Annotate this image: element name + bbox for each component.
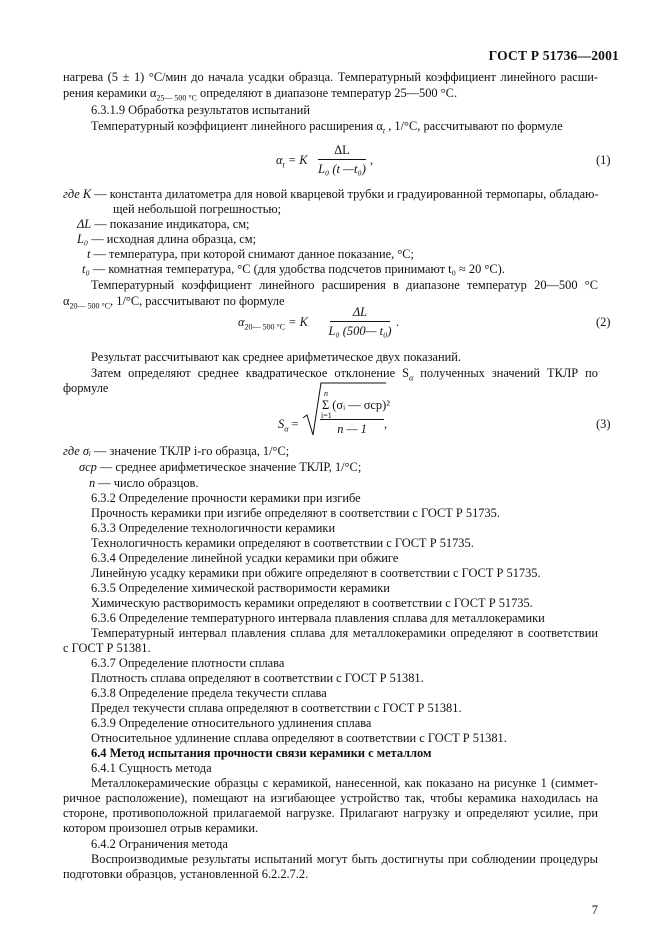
page-number: 7 bbox=[591, 903, 598, 917]
section-6-4-2: 6.4.2 Ограничения метода bbox=[91, 837, 228, 851]
result-line: Результат рассчитывают как среднее арифметическое двух показаний. bbox=[91, 350, 462, 364]
section-6-3-1-9: 6.3.1.9 Обработка результатов испытаний bbox=[91, 103, 310, 117]
tklr-intro: Температурный коэффициент линейного расширения $\alpha_t$ , 1/°С, рассчитывают по формуле bbox=[91, 119, 563, 136]
section-6-4-title: 6.4 Метод испытания прочности связи керамики с металлом bbox=[91, 746, 432, 760]
section-6-4-1: 6.4.1 Сущность метода bbox=[91, 761, 212, 775]
range-line-1: Температурный коэффициент линейного расширения в диапазоне температур 20—500 °С bbox=[91, 278, 598, 292]
sdev-line-1: Затем определяют среднее квадратическое отклонение $S_\alpha$ полученных значений ТКЛР по bbox=[91, 366, 598, 383]
document-page: ГОСТ Р 51736—2001 нагрева (5 ± 1) °С/мин до начала усадки образца. Температурный коэффициент линейного расши- рения керамики $\alpha_{25— 500 ^\circ С}$ определяют в диапазоне температур 25—500 °С. 6.3.1.9 Обработка результатов испытаний Температурный коэффициент линейного расширения $\alpha_t$ , 1/°С, рассчитывают по формуле $\alpha_t = K$ ΔL L₀ (t —t₀) , (1) где K — константа дилатометра для новой кварцевой трубки и градуированной термопары, обладаю- щей небольшой погрешностью; ΔL — показание индикатора, см; L₀ — исходная длина образца, см; t — температура, при которой снимают данное показание, °С; t₀ — комнатная температура, °С (для удобства подсчетов принимают t₀ ≈ 20 °С). Температурный коэффициент линейного расширения в диапазоне температур 20—500 °С $\alpha_{20— 500 ^\circ С}$, 1/°С, рассчитывают по формуле $\alpha_{20— 500 ^\circ С} = K$ ΔL L₀ (500— t₀) . (2) Результат рассчитывают как среднее арифметическое двух показаний. Затем определяют среднее квадратическое отклонение $S_\alpha$ полученных значений ТКЛР по формуле $S_\alpha$ = n Σ (σᵢ — σср)² i=1 n — 1 , (3) где σᵢ — значение ТКЛР i-го образца, 1/°С; σср — среднее арифметическое значение ТКЛР, 1/°С; n — число образцов. 6.3.2 Определение прочности керамики при изгибе Прочность керамики при изгибе определяют в соответствии с ГОСТ Р 51735. 6.3.3 Определение технологичности керамики Технологичность керамики определяют в соответствии с ГОСТ Р 51735. 6.3.4 Определение линейной усадки керамики при обжиге Линейную усадку керамики при обжиге определяют в соответствии с ГОСТ Р 51735. 6.3.5 Определение химической растворимости керамики Химическую растворимость керамики определяют в соответствии с ГОСТ Р 51735. 6.3.6 Определение температурного интервала плавления сплава для металлокерамики Температурный интервал плавления сплава для металлокерамики определяют в соответствии с ГОСТ Р 51381. 6.3.7 Определение плотности сплава Плотность сплава определяют в соответствии с ГОСТ Р 51381. 6.3.8 Определение предела текучести сплава Предел текучести сплава определяют в соответствии с ГОСТ Р 51381. 6.3.9 Определение относительного удлинения сплава Относительное удлинение сплава определяют в соответствии с ГОСТ Р 51381. 6.4 Метод испытания прочности связи керамики с металлом 6.4.1 Сущность метода Металлокерамические образцы с керамикой, нанесенной, как показано на рисунке 1 (симмет- ричное расположение), помещают на изгибающее устройство так, чтобы керамика находилась на стороне, противоположной прилагаемой нагрузке. Прилагают нагрузку и определяют усилие, при котором произошел отрыв керамики. 6.4.2 Ограничения метода Воспроизводимые результаты испытаний могут быть достигнуты при соблюдении процедуры подготовки образцов, установленной 6.2.2.7.2. 7 bbox=[63, 48, 619, 917]
range-line-2: $\alpha_{20— 500 ^\circ С}$, 1/°С, рассчитывают по формуле bbox=[63, 294, 285, 311]
intro-line-1: нагрева (5 ± 1) °С/мин до начала усадки образца. Температурный коэффициент линейного расши- bbox=[63, 70, 598, 84]
sdev-line-2: формуле bbox=[63, 381, 109, 395]
standard-header: ГОСТ Р 51736—2001 bbox=[488, 48, 619, 63]
intro-line-2: рения керамики $\alpha_{25— 500 ^\circ С}$ определяют в диапазоне температур 25—500 °С. bbox=[63, 86, 458, 103]
